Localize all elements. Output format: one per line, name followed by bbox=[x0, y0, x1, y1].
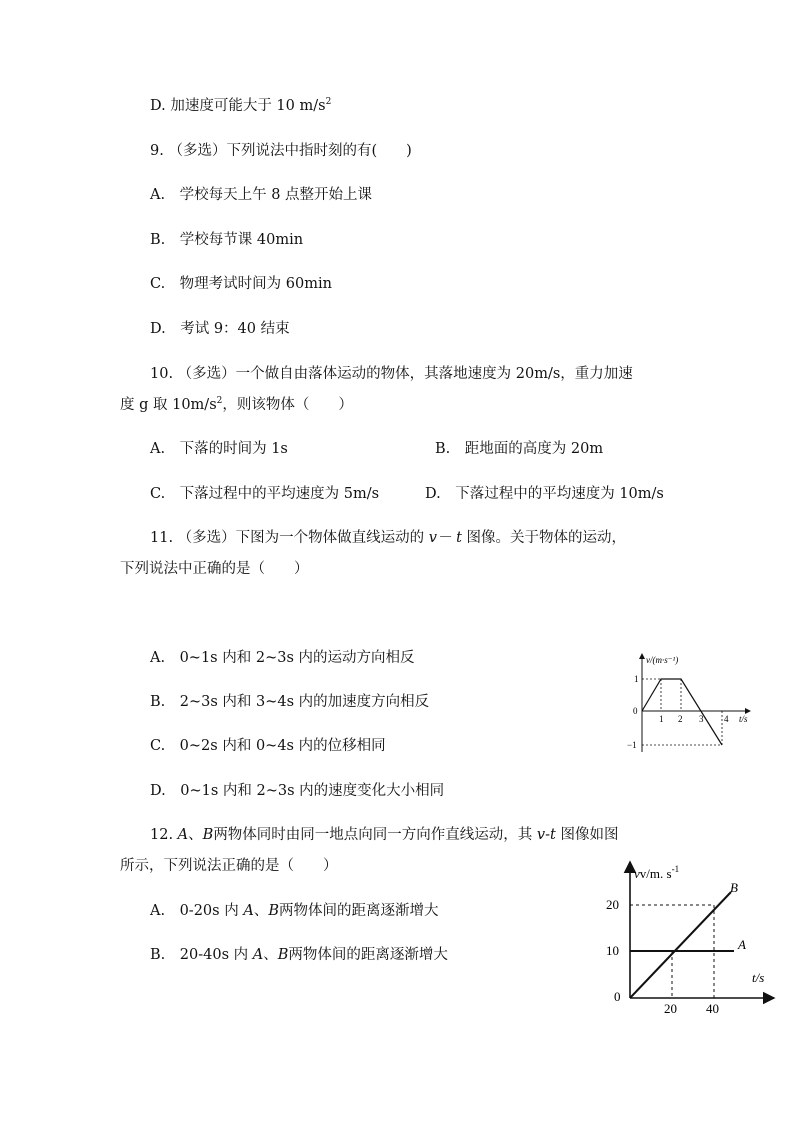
q9-stem: 9. （多选）下列说法中指时刻的有( ) bbox=[150, 143, 412, 159]
q11-xtick-1: 1 bbox=[659, 714, 664, 724]
q11-option-c: C. 0~2s 内和 0~4s 内的位移相同 bbox=[150, 738, 386, 754]
q12-option-b bbox=[150, 945, 448, 965]
q12-option-a-sep: 、 bbox=[253, 903, 269, 919]
q9-option-d: D. 考试 9：40 结束 bbox=[150, 321, 290, 337]
q12-xtick-20: 20 bbox=[664, 1001, 677, 1016]
q10-stem-sup: 2 bbox=[216, 396, 223, 407]
q11-ytick-1: 1 bbox=[634, 674, 639, 684]
q11-ylabel: v/(m·s⁻¹) bbox=[646, 655, 679, 665]
q9-option-c: C. 物理考试时间为 60min bbox=[150, 276, 332, 292]
q12-stem-var: v-t bbox=[536, 827, 556, 843]
q12-label-b: B bbox=[730, 880, 738, 895]
q12-option-a-pre: A. 0-20s 内 bbox=[150, 903, 244, 919]
q12-stem-line2: 所示，下列说法正确的是（ ） bbox=[120, 858, 338, 874]
q8-option-d-text: D. 加速度可能大于 10 m/s bbox=[150, 98, 326, 114]
q12-xlabel: t/s bbox=[752, 970, 765, 985]
q9-option-b: B. 学校每节课 40min bbox=[150, 232, 304, 248]
q12-label-a: A bbox=[738, 937, 746, 952]
q11-velocity-line bbox=[642, 679, 722, 745]
q10-option-c: C. 下落过程中的平均速度为 5m/s bbox=[150, 486, 380, 502]
q8-option-d-sup: 2 bbox=[325, 97, 332, 108]
q11-ytick-m1: −1 bbox=[627, 740, 637, 750]
q11-xtick-3: 3 bbox=[699, 714, 704, 724]
q11-xlabel: t/s bbox=[739, 714, 748, 724]
q12-stem-pre: 12. bbox=[150, 827, 178, 843]
q8-option-d bbox=[150, 96, 331, 116]
q12-ytick-0: 0 bbox=[614, 989, 621, 1004]
q9-option-a: A. 学校每天上午 8 点整开始上课 bbox=[150, 187, 373, 203]
q12-stem-b: B bbox=[202, 827, 214, 843]
q12-option-b-sep: 、 bbox=[263, 947, 278, 963]
q12-vt-graph bbox=[598, 858, 778, 1018]
q12-option-a-var-b: B bbox=[268, 903, 279, 919]
q12-ylabel-sup: -1 bbox=[671, 864, 680, 874]
q10-stem-line2-post: ，则该物体（ ） bbox=[222, 397, 353, 413]
q11-option-a: A. 0~1s 内和 2~3s 内的运动方向相反 bbox=[150, 650, 415, 666]
q12-option-b-var-b: B bbox=[277, 947, 289, 963]
q12-option-b-var-a: A bbox=[252, 947, 264, 963]
q11-ytick-0: 0 bbox=[633, 706, 638, 716]
q12-line-b bbox=[630, 892, 731, 998]
q10-option-b: B. 距地面的高度为 20m bbox=[435, 441, 604, 457]
q12-option-a-var-a: A bbox=[243, 903, 254, 919]
q10-option-a: A. 下落的时间为 1s bbox=[150, 441, 288, 457]
q12-ylabel-rest: v/m. s bbox=[639, 866, 672, 881]
q12-option-b-post: 两物体间的距离逐渐增大 bbox=[288, 947, 448, 963]
q12-stem-line1 bbox=[150, 825, 618, 845]
q11-stem-post: 图像。关于物体的运动， bbox=[461, 530, 627, 546]
q12-ylabel: vv/m. $s^{-1}$ bbox=[634, 864, 680, 881]
q12-stem-a: A bbox=[177, 827, 189, 843]
q11-option-b: B. 2~3s 内和 3~4s 内的加速度方向相反 bbox=[150, 694, 430, 710]
q10-option-d: D. 下落过程中的平均速度为 10m/s bbox=[425, 486, 664, 502]
q12-stem-mid: 两物体同时由同一地点向同一方向作直线运动，其 bbox=[213, 827, 537, 843]
q12-stem-sep: 、 bbox=[188, 827, 203, 843]
q12-ytick-20: 20 bbox=[606, 897, 619, 912]
q11-vt-graph bbox=[620, 648, 760, 758]
q12-stem-post: 图像如图 bbox=[555, 827, 619, 843]
q11-xtick-2: 2 bbox=[678, 714, 683, 724]
q12-ytick-10: 10 bbox=[606, 943, 619, 958]
q12-option-a bbox=[150, 901, 438, 921]
q12-option-a-post: 两物体间的距离逐渐增大 bbox=[278, 903, 439, 919]
q10-stem-line2-pre: 度 g 取 10m/s bbox=[120, 397, 217, 413]
q12-xtick-40: 40 bbox=[706, 1001, 719, 1016]
q11-option-d: D. 0~1s 内和 2~3s 内的速度变化大小相同 bbox=[150, 783, 445, 799]
q10-stem-line1: 10. （多选）一个做自由落体运动的物体，其落地速度为 20m/s，重力加速 bbox=[150, 366, 633, 382]
q11-stem-line2: 下列说法中正确的是（ ） bbox=[120, 561, 309, 577]
q11-stem-pre: 11. （多选）下图为一个物体做直线运动的 bbox=[150, 530, 429, 546]
q11-stem-line1 bbox=[150, 528, 626, 548]
q11-xtick-4: 4 bbox=[724, 714, 729, 724]
q10-stem-line2 bbox=[120, 395, 353, 415]
q11-stem-var: v－ t bbox=[428, 530, 462, 546]
q12-option-b-pre: B. 20-40s 内 bbox=[150, 947, 253, 963]
